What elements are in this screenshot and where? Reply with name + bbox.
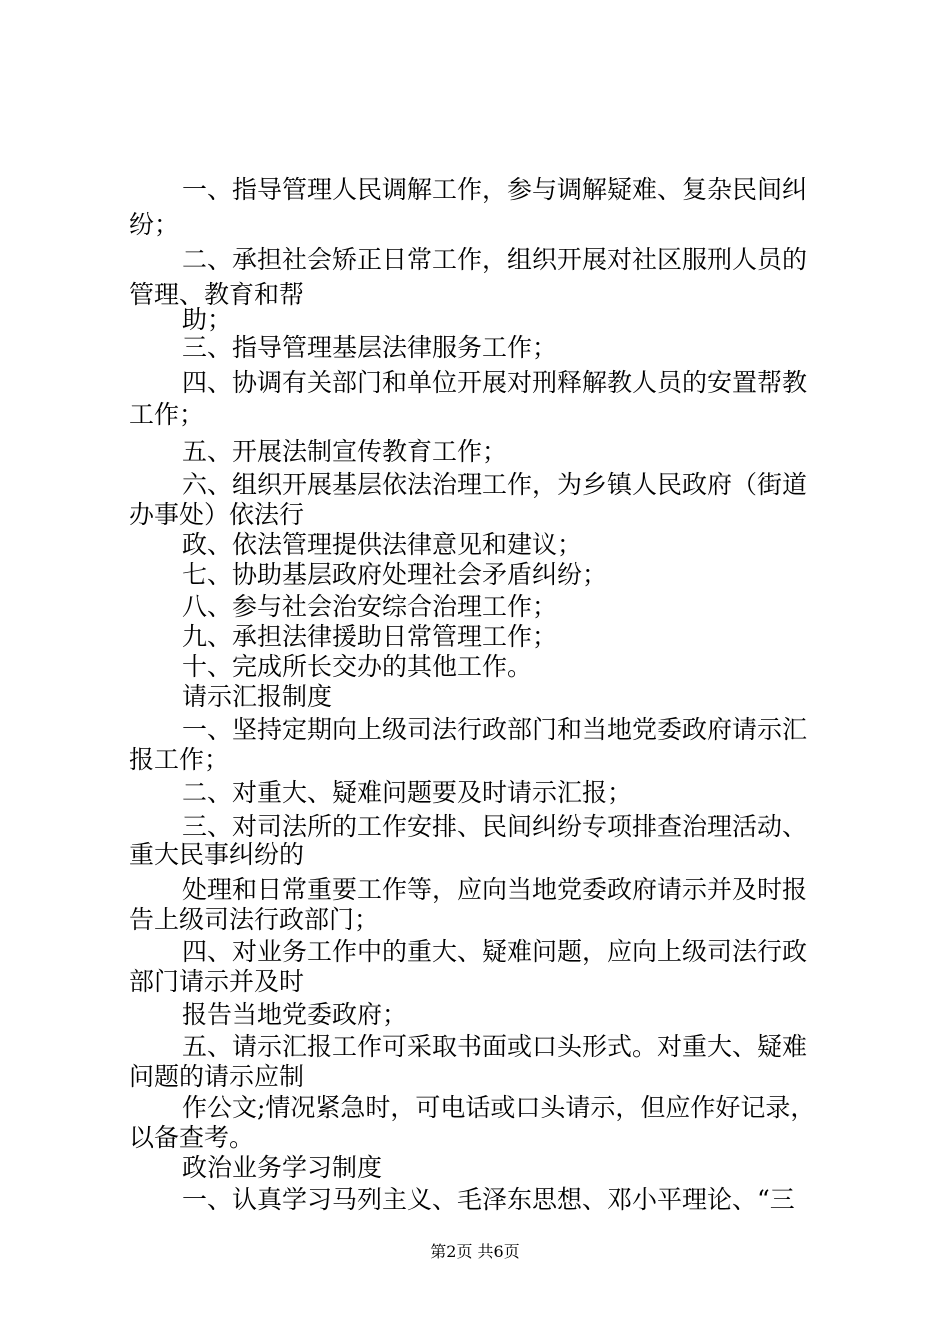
- text-line: 一、认真学习马列主义、毛泽东思想、邓小平理论、“三: [182, 1185, 795, 1214]
- text-line: 三、对司法所的工作安排、民间纠纷专项排查治理活动、: [182, 812, 808, 841]
- text-line: 八、参与社会治安综合治理工作；: [182, 592, 558, 621]
- section-heading: 政治业务学习制度: [182, 1153, 383, 1182]
- text-line: 重大民事纠纷的: [129, 840, 305, 869]
- text-line: 五、开展法制宣传教育工作；: [182, 437, 508, 466]
- text-line: 工作；: [129, 400, 205, 429]
- text-line: 五、请示汇报工作可采取书面或口头形式。对重大、疑难: [182, 1032, 808, 1061]
- text-line: 办事处）依法行: [129, 500, 305, 529]
- text-line: 二、承担社会矫正日常工作，组织开展对社区服刑人员的: [182, 245, 808, 274]
- text-line: 四、对业务工作中的重大、疑难问题，应向上级司法行政: [182, 937, 808, 966]
- text-line: 问题的请示应制: [129, 1062, 305, 1091]
- text-line: 十、完成所长交办的其他工作。: [182, 652, 533, 681]
- text-line: 七、协助基层政府处理社会矛盾纠纷；: [182, 560, 608, 589]
- text-line: 三、指导管理基层法律服务工作；: [182, 333, 558, 362]
- text-line: 政、依法管理提供法律意见和建议；: [182, 530, 583, 559]
- page-footer: 第2页 共6页: [430, 1242, 520, 1261]
- text-line: 处理和日常重要工作等，应向当地党委政府请示并及时报: [182, 875, 808, 904]
- text-line: 告上级司法行政部门；: [129, 905, 380, 934]
- text-line: 部门请示并及时: [129, 967, 305, 996]
- text-line: 管理、教育和帮: [129, 280, 305, 309]
- text-line: 一、指导管理人民调解工作，参与调解疑难、复杂民间纠: [182, 175, 808, 204]
- text-line: 九、承担法律援助日常管理工作；: [182, 622, 558, 651]
- text-line: 四、协调有关部门和单位开展对刑释解教人员的安置帮教: [182, 368, 808, 397]
- text-line: 六、组织开展基层依法治理工作，为乡镇人民政府（街道: [182, 470, 808, 499]
- text-line: 二、对重大、疑难问题要及时请示汇报；: [182, 778, 633, 807]
- text-line: 纷；: [129, 210, 180, 239]
- text-line: 一、坚持定期向上级司法行政部门和当地党委政府请示汇: [182, 715, 808, 744]
- text-line: 以备查考。: [129, 1123, 255, 1152]
- text-line: 助；: [182, 305, 233, 334]
- text-line: 报告当地党委政府；: [182, 1000, 408, 1029]
- text-line: 报工作；: [129, 745, 230, 774]
- section-heading: 请示汇报制度: [182, 682, 333, 711]
- text-line: 作公文;情况紧急时，可电话或口头请示，但应作好记录，: [182, 1093, 816, 1122]
